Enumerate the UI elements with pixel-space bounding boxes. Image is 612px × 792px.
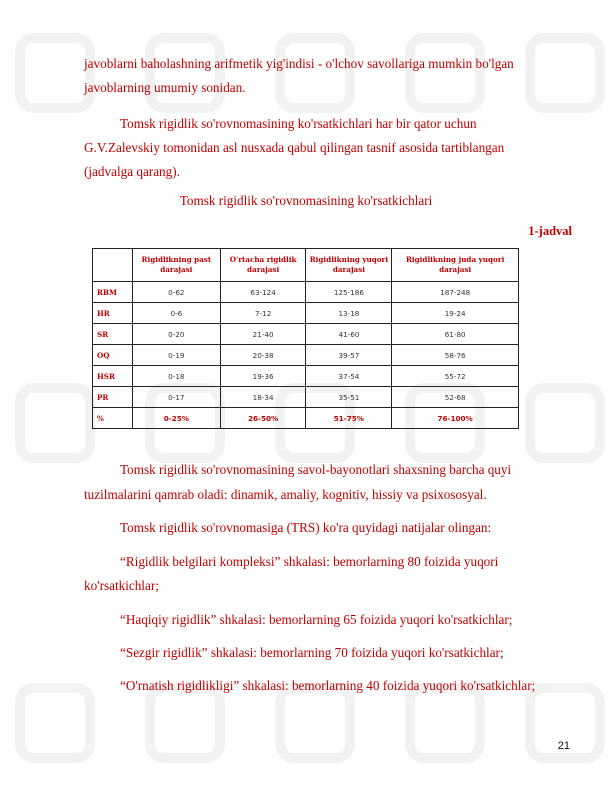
- row-label: PR: [93, 387, 133, 408]
- table-cell: 41-60: [306, 324, 392, 345]
- table-header-cell: [93, 249, 133, 282]
- row-label: HR: [93, 303, 133, 324]
- table-cell: 76-100%: [392, 408, 519, 429]
- table-cell: 58-76: [392, 345, 519, 366]
- table-row: [93, 324, 519, 345]
- table-row: [93, 387, 519, 408]
- table-cell: 0-62: [132, 282, 220, 303]
- table-cell: 0-18: [132, 366, 220, 387]
- table-cell: 21-40: [220, 324, 306, 345]
- paragraph-line: Tomsk rigidlik so'rovnomasiga (TRS) ko'ra quyidagi natijalar olingan:: [120, 520, 492, 535]
- table-label: 1-jadval: [528, 224, 572, 238]
- row-label: SR: [93, 324, 133, 345]
- table-cell: 19-24: [392, 303, 519, 324]
- paragraph-line: javoblarning umumiy sonidan.: [84, 80, 246, 95]
- row-label: %: [93, 408, 133, 429]
- table-cell: 39-57: [306, 345, 392, 366]
- paragraph-line: “O'rnatish rigidlikligi” shkalasi: bemorlarning 40 foizida yuqori ko'rsatkichlar;: [120, 678, 536, 693]
- table-cell: 18-34: [220, 387, 306, 408]
- table-row: [93, 366, 519, 387]
- table-title: Tomsk rigidlik so'rovnomasining ko'rsatkichlari: [179, 193, 433, 208]
- paragraph-line: ko'rsatkichlar;: [84, 578, 159, 593]
- table-header-cell: O'rtacha rigidlik darajasi: [220, 249, 306, 282]
- paragraph-line: javoblarni baholashning arifmetik yig'indisi - o'lchov savollariga mumkin bo'lgan: [84, 56, 514, 71]
- table-header-cell: Rigidlikning past darajasi: [132, 249, 220, 282]
- table-cell: 20-38: [220, 345, 306, 366]
- page-number: 21: [557, 740, 570, 752]
- table-cell: 0-25%: [132, 408, 220, 429]
- table-row: [93, 282, 519, 303]
- table-cell: 7-12: [220, 303, 306, 324]
- table-cell: 0-19: [132, 345, 220, 366]
- paragraph-line: “Rigidlik belgilari kompleksi” shkalasi: bemorlarning 80 foizida yuqori: [120, 554, 499, 569]
- row-label: RBM: [93, 282, 133, 303]
- paragraph-line: “Haqiqiy rigidlik” shkalasi: bemorlarning 65 foizida yuqori ko'rsatkichlar;: [120, 612, 513, 627]
- table-cell: 0-6: [132, 303, 220, 324]
- paragraph-line: Tomsk rigidlik so'rovnomasining ko'rsatkichlari har bir qator uchun: [120, 116, 477, 131]
- paragraph-line: G.V.Zalevskiy tomonidan asl nusxada qabul qilingan tasnif asosida tartiblangan: [84, 140, 505, 155]
- table-cell: 52-68: [392, 387, 519, 408]
- table-cell: 26-50%: [220, 408, 306, 429]
- table-row: [93, 303, 519, 324]
- row-label: OQ: [93, 345, 133, 366]
- table-cell: 19-36: [220, 366, 306, 387]
- rigidity-table: [92, 248, 519, 429]
- table-cell: 125-186: [306, 282, 392, 303]
- table-cell: 61-80: [392, 324, 519, 345]
- table-cell: 0-20: [132, 324, 220, 345]
- table-cell: 35-51: [306, 387, 392, 408]
- table-cell: 55-72: [392, 366, 519, 387]
- table-header-cell: Rigidlikning yuqori darajasi: [306, 249, 392, 282]
- table-row: [93, 345, 519, 366]
- table-cell: 187-248: [392, 282, 519, 303]
- table-cell: 51-75%: [306, 408, 392, 429]
- table-cell: 37-54: [306, 366, 392, 387]
- table-header-cell: Rigidlikning juda yuqori darajasi: [392, 249, 519, 282]
- table-cell: 13-18: [306, 303, 392, 324]
- table-cell: 0-17: [132, 387, 220, 408]
- paragraph-line: Tomsk rigidlik so'rovnomasining savol-bayonotlari shaxsning barcha quyi: [120, 462, 512, 477]
- table-row: [93, 408, 519, 429]
- paragraph-line: “Sezgir rigidlik” shkalasi: bemorlarning 70 foizida yuqori ko'rsatkichlar;: [120, 645, 504, 660]
- table-header-row: [93, 249, 519, 282]
- paragraph-line: tuzilmalarini qamrab oladi: dinamik, amaliy, kognitiv, hissiy va psixososyal.: [84, 487, 487, 502]
- paragraph-line: (jadvalga qarang).: [84, 164, 180, 179]
- row-label: HSR: [93, 366, 133, 387]
- table-cell: 63-124: [220, 282, 306, 303]
